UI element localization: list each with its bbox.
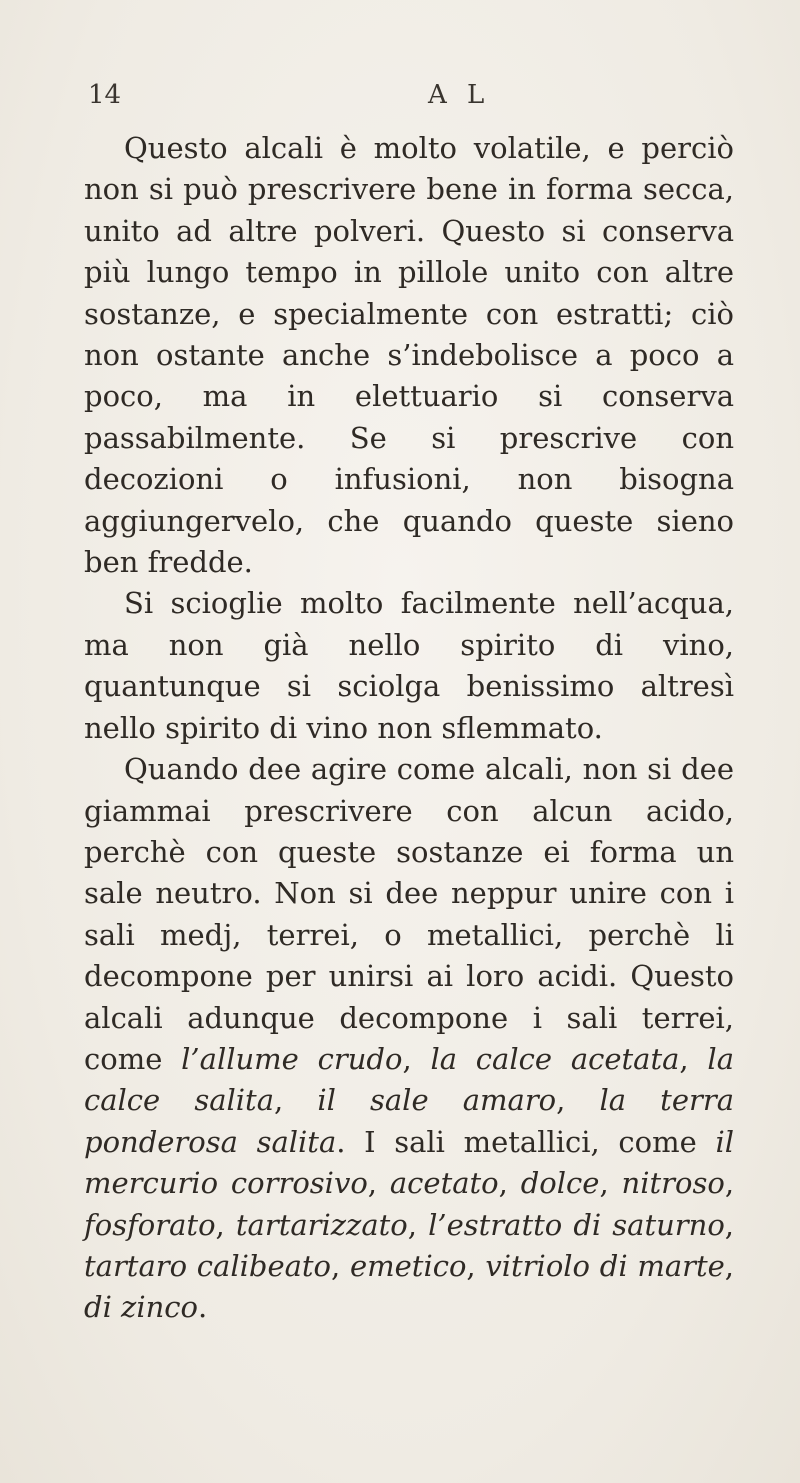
italic-term: l’allume crudo (181, 1041, 403, 1076)
italic-term: emetico (349, 1248, 467, 1283)
paragraph-1 (84, 128, 734, 583)
body-text (84, 128, 734, 1329)
italic-term: acetato (389, 1166, 499, 1201)
text-run: , (331, 1248, 350, 1283)
paragraph-2 (84, 583, 734, 749)
text-run: , (407, 1207, 429, 1242)
italic-term: tartaro calibeato (84, 1248, 332, 1283)
text-run: . I sali metallici, come (336, 1124, 716, 1159)
italic-term: la calce salita (84, 1041, 734, 1118)
text-run: , (274, 1083, 318, 1118)
text-run: , (724, 1207, 735, 1242)
text-run: Quando dee agire come alcali, non si dee giammai prescrivere con alcun acido, perchè con queste sostanze ei forma un sale neutro. Non si dee neppur unire con i sali medj, terrei, o metallici, perchè li decompone per unirsi ai loro acidi. Questo alcali adunque decompone i sali terrei, come (84, 752, 734, 1076)
text-run: Questo alcali è molto volatile, e perciò non si può prescrivere bene in forma secca, unito ad altre polveri. Questo si conserva più lungo tempo in pillole unito con altre sostanze, e specialmente con estratti; ciò non ostante anche s’indebolisce a poco a poco, ma in elettuario si conserva passabilmente. Se si prescrive con decozioni o infusioni, non bisogna aggiungervelo, che quando queste sieno ben fredde. (84, 131, 734, 580)
text-run: , (402, 1041, 431, 1076)
text-run: . (198, 1290, 208, 1325)
italic-term: tartarizzato (235, 1207, 408, 1242)
italic-term: vitriolo di marte (485, 1248, 725, 1283)
text-run: , (724, 1248, 735, 1283)
page-header (88, 80, 728, 116)
text-run: , (724, 1166, 735, 1201)
running-head: A L (428, 80, 491, 110)
italic-term: la terra ponderosa salita (84, 1083, 735, 1159)
text-run: , (215, 1207, 236, 1242)
text-run: Si scioglie molto facilmente nell’acqua, ma non già nello spirito di vino, quantunque si sciolga benissimo altresì nello spirito di vino non sflemmato. (84, 586, 734, 745)
italic-term: la calce acetata (430, 1041, 680, 1076)
italic-term: il sale amaro (317, 1083, 557, 1118)
italic-term: di zinco (84, 1290, 198, 1325)
italic-term: nitroso (621, 1166, 725, 1201)
text-run: , (498, 1166, 521, 1201)
text-run: , (367, 1166, 390, 1201)
page-number: 14 (88, 80, 122, 110)
text-run: , (556, 1083, 600, 1118)
italic-term: dolce (520, 1166, 600, 1201)
text-run: , (679, 1041, 708, 1076)
paragraph-3 (84, 749, 734, 1329)
italic-term: il mercurio corrosivo (84, 1124, 735, 1201)
italic-term: fosforato (84, 1207, 216, 1242)
italic-term: l’estratto di saturno (428, 1207, 725, 1242)
text-run: , (599, 1166, 622, 1201)
text-run: , (466, 1248, 486, 1283)
